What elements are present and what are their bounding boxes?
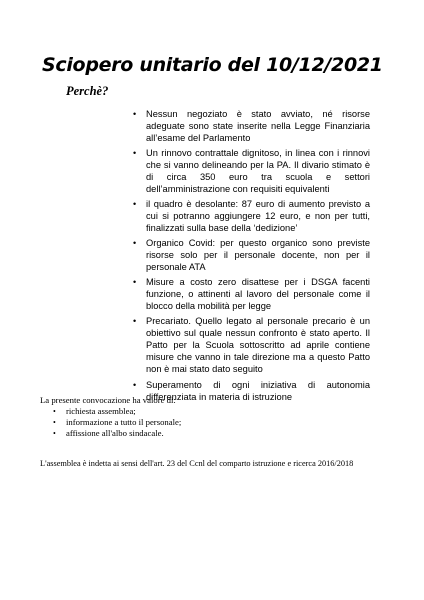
document-title: Sciopero unitario del 10/12/2021 xyxy=(42,54,383,76)
legal-footer: L'assemblea è indetta ai sensi dell'art. 23 del Ccnl del comparto istruzione e ricerca 2016/2018 xyxy=(40,459,354,468)
reason-item: • Precariato. Quello legato al personale precario è un obiettivo sul quale nessun confronto è stato aperto. Il Patto per la Scuola sottoscritto ad aprile contiene misure che vanno in tale direzione ma a questo Patto non è mai stato dato seguito xyxy=(146,315,370,375)
convocation-list xyxy=(66,406,266,439)
section-heading: Perchè? xyxy=(66,84,109,98)
reason-item: • Organico Covid: per questo organico sono previste risorse solo per il personale docente, non per il personale ATA xyxy=(146,237,370,273)
reason-item: • il quadro è desolante: 87 euro di aumento previsto a cui si potranno aggiungere 12 euro, e non per tutti, finalizzati sulla base della ‘dedizione’ xyxy=(146,198,370,234)
convocation-intro: La presente convocazione ha valore di: xyxy=(40,395,176,405)
convocation-item: • affissione all'albo sindacale. xyxy=(66,428,266,439)
convocation-item: • richiesta assemblea; xyxy=(66,406,266,417)
reason-item: • Nessun negoziato è stato avviato, né risorse adeguate sono state inserite nella Legge Finanziaria all’esame del Parlamento xyxy=(146,108,370,144)
reason-item: • Misure a costo zero disattese per i DSGA facenti funzione, o attinenti al lavoro del personale come il blocco della mobilità per legge xyxy=(146,276,370,312)
convocation-item: • informazione a tutto il personale; xyxy=(66,417,266,428)
reason-item: • Superamento di ogni iniziativa di autonomia differenziata in materia di istruzione xyxy=(146,379,370,403)
reason-item: • Un rinnovo contrattale dignitoso, in linea con i rinnovi che si vanno delineando per la PA. Il divario stimato è di circa 350 euro tra scuola e settori dell’amministrazione con requisiti equivalenti xyxy=(146,147,370,195)
reasons-list xyxy=(146,108,370,406)
